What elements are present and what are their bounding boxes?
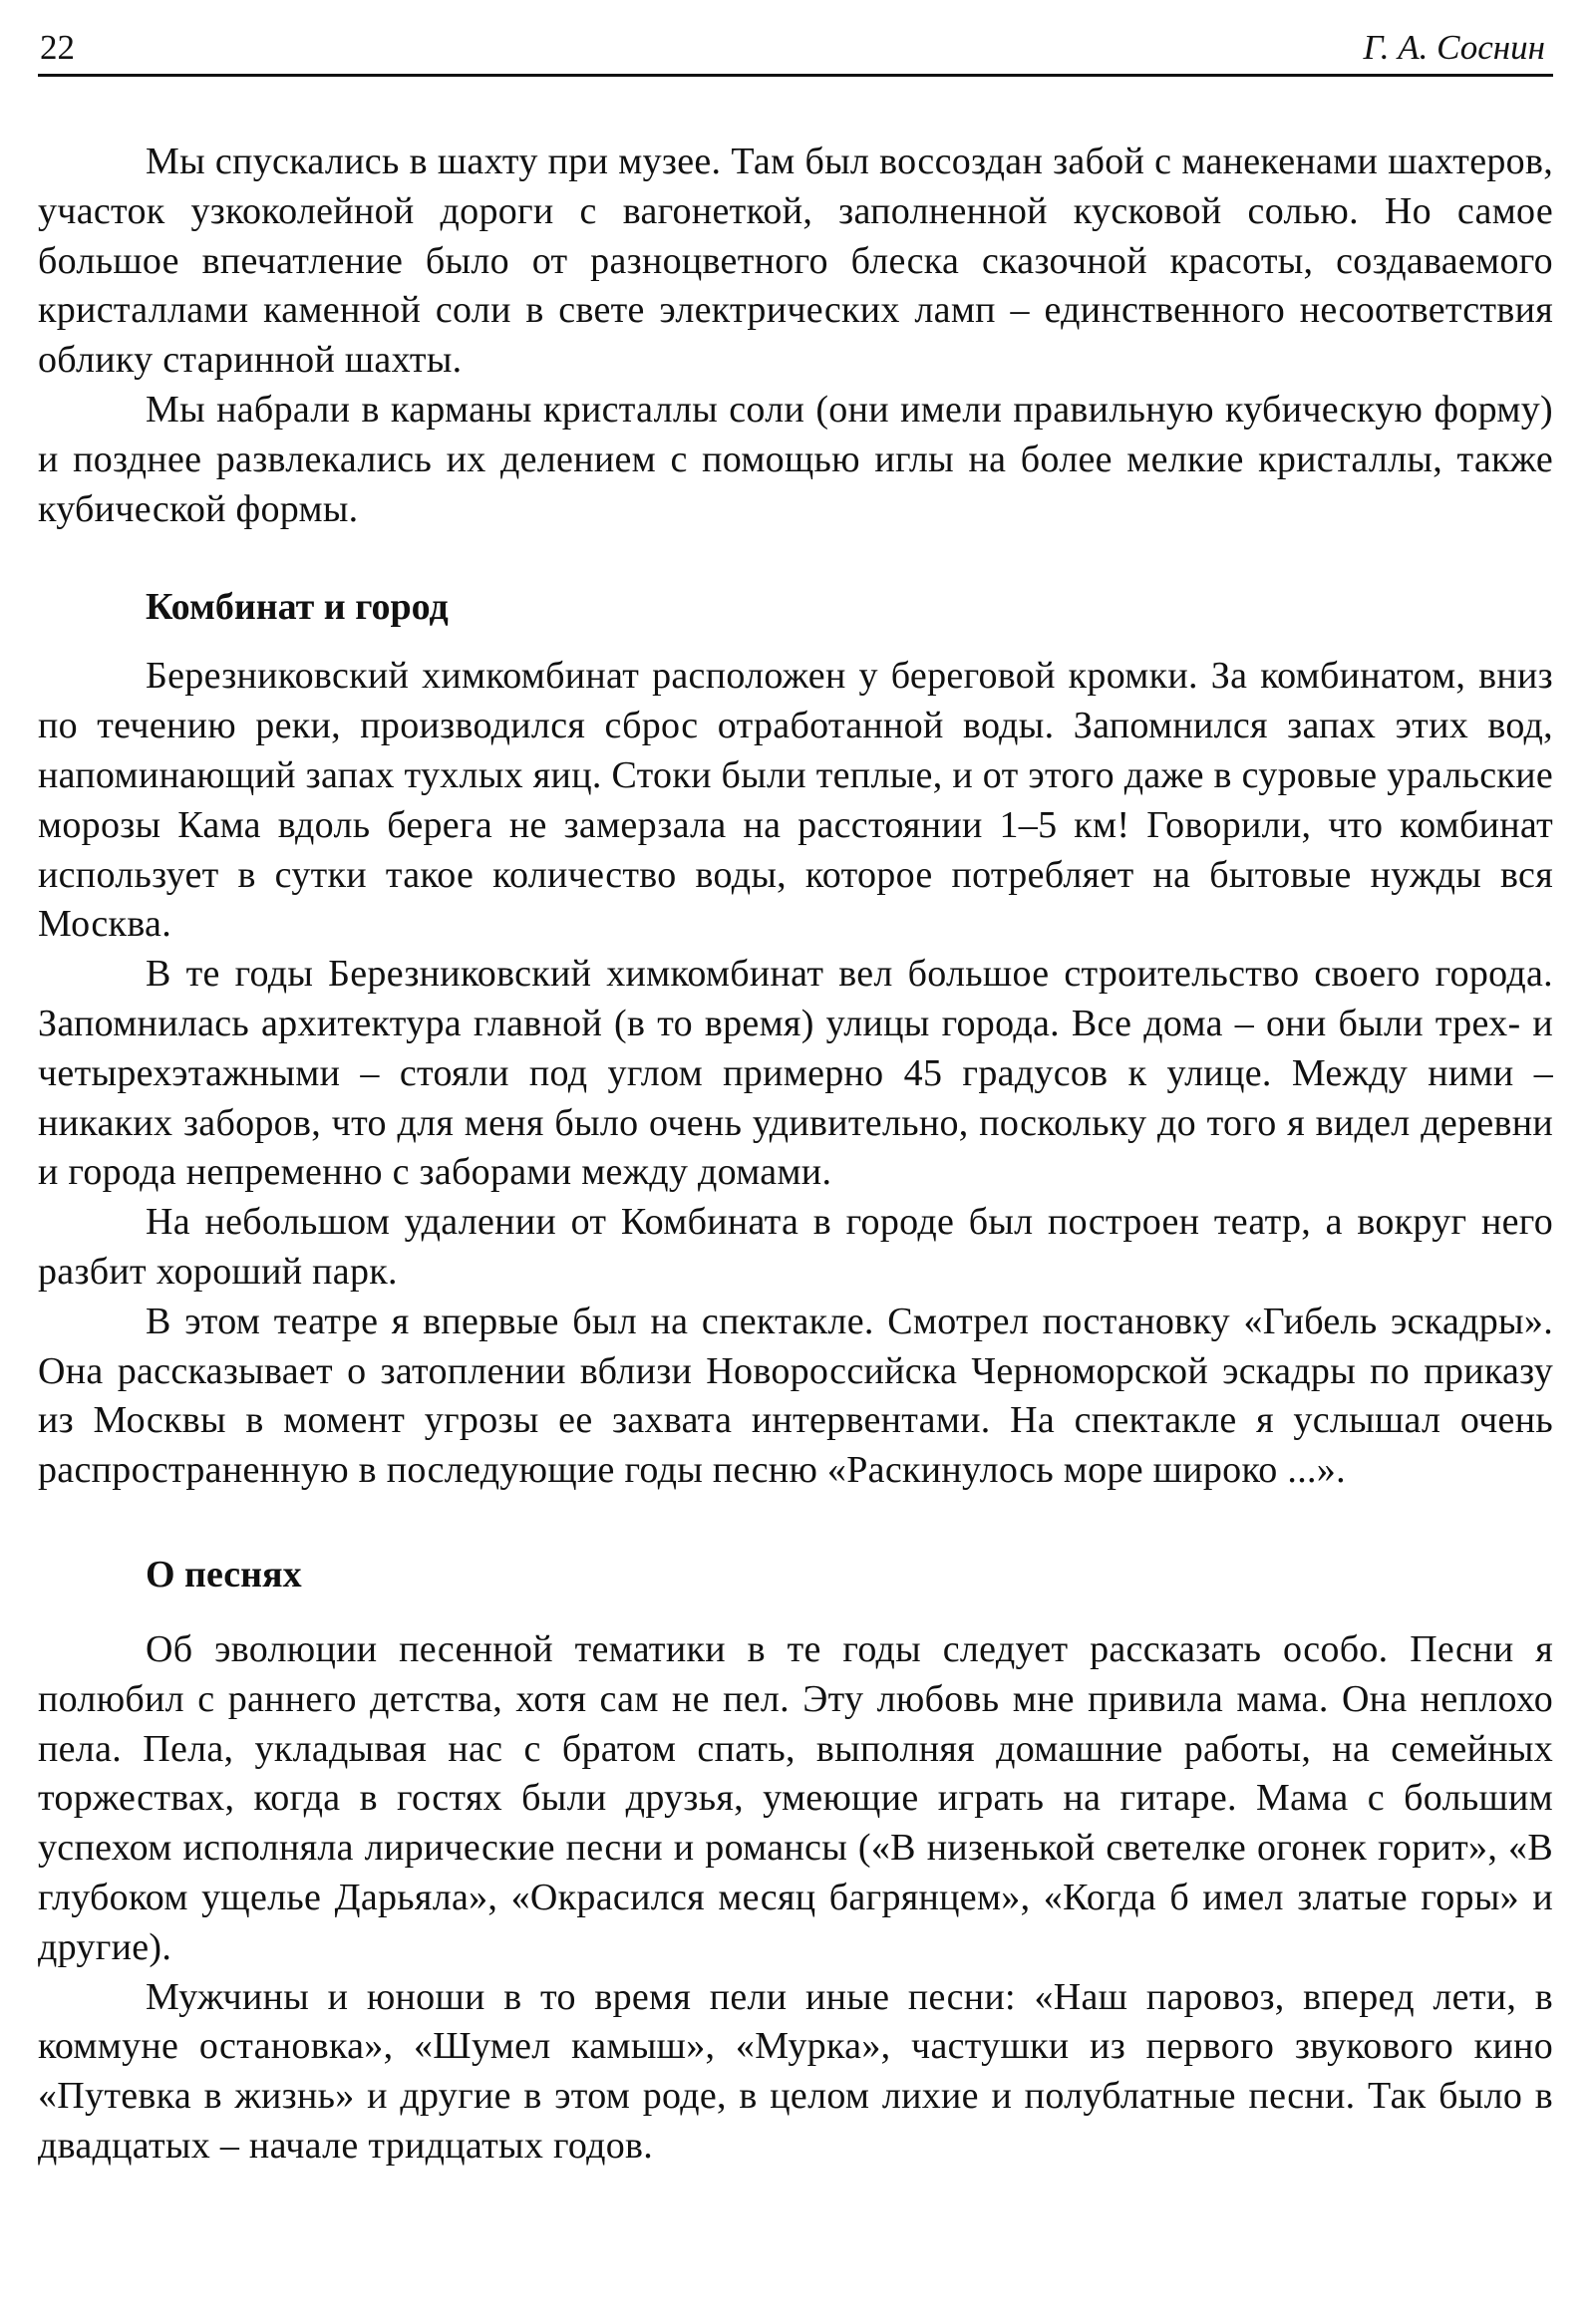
- section-heading: О песнях: [146, 1553, 302, 1596]
- paragraph: На небольшом удалении от Комбината в городе был построен театр, а вокруг него разбит хороший парк.: [38, 1201, 1553, 1293]
- paragraph: Мужчины и юноши в то время пели иные песни: «Наш паровоз, вперед лети, в коммуне остановка», «Шумел камыш», «Мурка», частушки из первого звукового кино «Путевка в жизнь» и другие в этом роде, в целом лихие и полублатные песни. Так было в двадцатых – начале тридцатых годов.: [38, 1975, 1553, 2167]
- book-page: [38, 0, 1553, 2324]
- paragraph: В те годы Березниковский химкомбинат вел большое строительство своего города. Запомнилась архитектура главной (в то время) улицы города. Все дома – они были трех- и четырехэтажными – стояли под углом примерно 45 градусов к улице. Между ними – никаких заборов, что для меня было очень удивительно, поскольку до того я видел деревни и города непременно с заборами между домами.: [38, 953, 1553, 1194]
- body-text: [38, 138, 1553, 2172]
- paragraph: Мы набрали в карманы кристаллы соли (они имели правильную кубическую форму) и позднее развлекались их делением с помощью иглы на более мелкие кристаллы, также кубической формы.: [38, 388, 1553, 530]
- paragraph: Мы спускались в шахту при музее. Там был воссоздан забой с манекенами шахтеров, участок узкоколейной дороги с вагонеткой, заполненной кусковой солью. Но самое большое впечатление было от разноцветного блеска сказочной красоты, создаваемого кристаллами каменной соли в свете электрических ламп – единственного несоответствия облику старинной шахты.: [38, 141, 1553, 382]
- section-heading: Комбинат и город: [146, 586, 449, 629]
- paragraph: Березниковский химкомбинат расположен у береговой кромки. За комбинатом, вниз по течению реки, производился сброс отработанной воды. Запомнился запах этих вод, напоминающий запах тухлых яиц. Стоки были теплые, и от этого даже в суровые уральские морозы Кама вдоль берега не замерзала на расстоянии 1–5 км! Говорили, что комбинат использует в сутки такое количество воды, которое потребляет на бытовые нужды вся Москва.: [38, 655, 1553, 946]
- paragraph: В этом театре я впервые был на спектакле. Смотрел постановку «Гибель эскадры». Она рассказывает о затоплении вблизи Новороссийска Черноморской эскадры по приказу из Москвы в момент угрозы ее захвата интервентами. На спектакле я услышал очень распространенную в последующие годы песню «Раскинулось море широко ...».: [38, 1300, 1553, 1492]
- running-head-author: Г. А. Соснин: [1363, 28, 1545, 67]
- running-head: [38, 22, 1553, 77]
- page-number: 22: [40, 28, 75, 67]
- paragraph: Об эволюции песенной тематики в те годы следует рассказать особо. Песни я полюбил с раннего детства, хотя сам не пел. Эту любовь мне привила мама. Она неплохо пела. Пела, укладывая нас с братом спать, выполняя домашние работы, на семейных торжествах, когда в гостях были друзья, умеющие играть на гитаре. Мама с большим успехом исполняла лирические песни и романсы («В низенькой светелке огонек горит», «В глубоком ущелье Дарьяла», «Окрасился месяц багрянцем», «Когда б имел златые горы» и другие).: [38, 1627, 1553, 1968]
